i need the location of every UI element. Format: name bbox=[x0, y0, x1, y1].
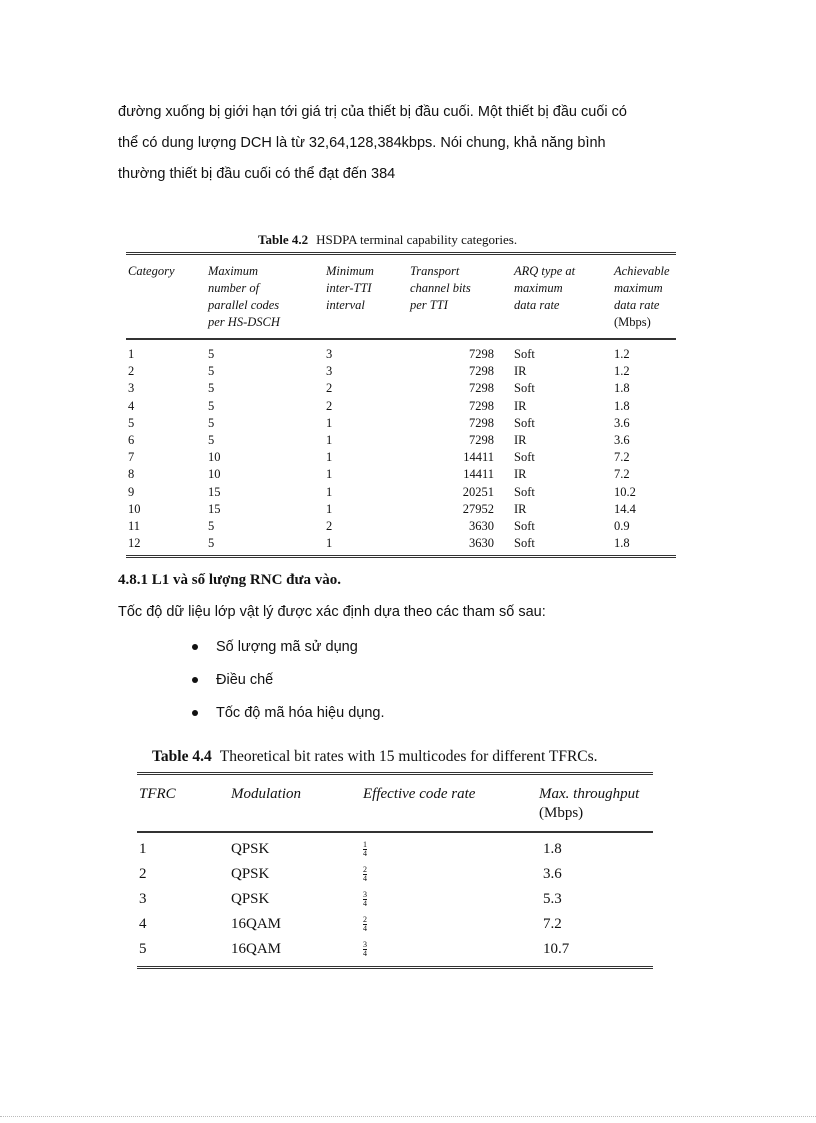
fraction-denominator: 4 bbox=[363, 924, 367, 934]
table-4-2-label: Table 4.2 bbox=[258, 232, 309, 247]
table-cell: 1.8 bbox=[614, 398, 630, 413]
table-cell: 5 bbox=[208, 415, 215, 430]
column-header-line: Maximum bbox=[208, 264, 258, 278]
column-header-line: ARQ type at bbox=[514, 264, 576, 278]
table-cell: Soft bbox=[514, 415, 535, 430]
throughput-cell: 5.3 bbox=[543, 891, 562, 907]
paragraph-line: thường thiết bị đầu cuối có thể đạt đến 384 bbox=[118, 166, 396, 182]
table-cell: 5 bbox=[208, 347, 215, 361]
column-header-line: Max. throughput bbox=[539, 786, 640, 802]
table-cell: 7 bbox=[128, 450, 135, 465]
table-cell: 7298 bbox=[469, 347, 494, 361]
fraction-numerator: 3 bbox=[363, 890, 367, 900]
table-cell: 7298 bbox=[469, 415, 494, 430]
modulation-cell: QPSK bbox=[231, 891, 270, 907]
table-cell: 10 bbox=[128, 501, 141, 516]
table-row bbox=[137, 862, 653, 887]
column-header-line: TFRC bbox=[139, 786, 176, 802]
tfrc-cell: 4 bbox=[139, 916, 147, 932]
table-row bbox=[137, 832, 653, 862]
list-item: Tốc độ mã hóa hiệu dụng. bbox=[190, 700, 384, 733]
modulation-cell: QPSK bbox=[231, 841, 270, 857]
code-rate-fraction bbox=[363, 841, 367, 858]
section-intro: Tốc độ dữ liệu lớp vật lý được xác định dựa theo các tham số sau: bbox=[118, 604, 546, 620]
body-paragraph bbox=[118, 97, 696, 190]
table-row bbox=[126, 501, 676, 518]
table-cell: 2 bbox=[326, 398, 333, 413]
tfrc-cell: 2 bbox=[139, 866, 147, 882]
table-cell: 5 bbox=[208, 519, 215, 534]
table-4-4-label: Table 4.4 bbox=[152, 748, 212, 765]
table-cell: IR bbox=[514, 467, 527, 482]
table-cell: 1.8 bbox=[614, 381, 630, 396]
column-header bbox=[537, 774, 653, 833]
table-cell: 14411 bbox=[463, 450, 494, 465]
table-cell: 2 bbox=[326, 519, 333, 534]
table-cell: 7.2 bbox=[614, 467, 630, 482]
column-header bbox=[512, 254, 612, 340]
table-cell: 0.9 bbox=[614, 519, 630, 534]
table-row bbox=[126, 449, 676, 466]
table-cell: 3.6 bbox=[614, 415, 630, 430]
table-cell: 8 bbox=[128, 467, 135, 482]
table-cell: 15 bbox=[208, 484, 221, 499]
table-row bbox=[126, 484, 676, 501]
table-cell: 7298 bbox=[469, 364, 494, 379]
table-cell: 10.2 bbox=[614, 484, 636, 499]
column-header-line: data rate bbox=[514, 298, 560, 312]
column-header bbox=[408, 254, 512, 340]
column-header bbox=[206, 254, 324, 340]
table-body bbox=[126, 339, 676, 557]
column-header-line: per HS-DSCH bbox=[208, 315, 280, 329]
table-cell: Soft bbox=[514, 381, 535, 396]
table-body bbox=[137, 832, 653, 968]
code-rate-cell bbox=[361, 862, 537, 887]
table-cell: Soft bbox=[514, 484, 535, 499]
table-cell: 1 bbox=[326, 450, 333, 465]
table-cell: Soft bbox=[514, 536, 535, 551]
section-heading: 4.8.1 L1 và số lượng RNC đưa vào. bbox=[118, 572, 342, 588]
table-cell: 2 bbox=[128, 364, 135, 379]
table-cell: 12 bbox=[128, 536, 141, 551]
table-cell: 7298 bbox=[469, 381, 494, 396]
table-cell: 3 bbox=[128, 381, 135, 396]
code-rate-fraction bbox=[363, 916, 367, 933]
table-row bbox=[126, 466, 676, 483]
table-cell: 5 bbox=[208, 398, 215, 413]
modulation-cell: 16QAM bbox=[231, 941, 282, 957]
parameter-list bbox=[190, 634, 384, 733]
code-rate-cell bbox=[361, 832, 537, 862]
fraction-denominator: 4 bbox=[363, 874, 367, 884]
table-row bbox=[126, 518, 676, 535]
table-row bbox=[126, 398, 676, 415]
table-cell: 3 bbox=[326, 364, 333, 379]
table-cell: 1 bbox=[128, 347, 135, 361]
table-cell: 14.4 bbox=[614, 501, 636, 516]
code-rate-cell bbox=[361, 937, 537, 968]
table-4-4-caption bbox=[152, 748, 598, 766]
column-header-line: inter-TTI bbox=[326, 281, 372, 295]
table-row bbox=[137, 912, 653, 937]
column-header-line: Achievable bbox=[614, 264, 670, 278]
table-cell: 3.6 bbox=[614, 433, 630, 448]
table-4-4-title: Theoretical bit rates with 15 multicodes for different TFRCs. bbox=[219, 748, 598, 765]
table-cell: 3630 bbox=[469, 519, 494, 534]
list-item: Số lượng mã sử dụng bbox=[190, 634, 384, 667]
column-header-line: data rate bbox=[614, 298, 660, 312]
table-cell: IR bbox=[514, 433, 527, 448]
throughput-cell: 1.8 bbox=[543, 841, 562, 857]
fraction-denominator: 4 bbox=[363, 899, 367, 909]
table-cell: 7298 bbox=[469, 433, 494, 448]
table-row bbox=[126, 432, 676, 449]
table-cell: 1.2 bbox=[614, 347, 630, 361]
column-header bbox=[229, 774, 361, 833]
table-4-2 bbox=[126, 252, 676, 558]
table-cell: 1.2 bbox=[614, 364, 630, 379]
table-cell: 2 bbox=[326, 381, 333, 396]
column-header-line: channel bits bbox=[410, 281, 471, 295]
code-rate-cell bbox=[361, 887, 537, 912]
throughput-cell: 10.7 bbox=[543, 941, 570, 957]
table-cell: 7298 bbox=[469, 398, 494, 413]
column-header-line: number of bbox=[208, 281, 260, 295]
code-rate-fraction bbox=[363, 891, 367, 908]
paragraph-line: thể có dung lượng DCH là từ 32,64,128,384kbps. Nói chung, khả năng bình bbox=[118, 135, 606, 151]
table-cell: 27952 bbox=[462, 501, 494, 516]
fraction-denominator: 4 bbox=[363, 949, 367, 959]
column-header-line: maximum bbox=[614, 281, 663, 295]
tfrc-cell: 3 bbox=[139, 891, 147, 907]
code-rate-fraction bbox=[363, 866, 367, 883]
table-cell: 14411 bbox=[463, 467, 494, 482]
table-row bbox=[126, 363, 676, 380]
fraction-numerator: 1 bbox=[363, 840, 367, 850]
table-cell: IR bbox=[514, 364, 527, 379]
column-header-line: parallel codes bbox=[208, 298, 280, 312]
table-cell: 10 bbox=[208, 467, 221, 482]
column-header-line: Effective code rate bbox=[363, 786, 476, 802]
column-header-line: Category bbox=[128, 264, 175, 278]
column-header-line: (Mbps) bbox=[539, 805, 584, 821]
column-header-line: Minimum bbox=[326, 264, 374, 278]
fraction-numerator: 3 bbox=[363, 940, 367, 950]
throughput-cell: 7.2 bbox=[543, 916, 562, 932]
table-cell: 1 bbox=[326, 501, 333, 516]
list-item: Điều chế bbox=[190, 667, 384, 700]
table-cell: 15 bbox=[208, 501, 221, 516]
table-cell: 11 bbox=[128, 519, 141, 534]
paragraph-line: đường xuống bị giới hạn tới giá trị của thiết bị đầu cuối. Một thiết bị đầu cuối có bbox=[118, 104, 627, 120]
table-cell: 5 bbox=[128, 415, 135, 430]
page-bottom-divider bbox=[0, 1116, 816, 1117]
table-cell: 1 bbox=[326, 415, 333, 430]
table-cell: 3 bbox=[326, 347, 333, 361]
table-cell: 5 bbox=[208, 381, 215, 396]
table-row bbox=[126, 535, 676, 557]
table-cell: IR bbox=[514, 501, 527, 516]
column-header-line: (Mbps) bbox=[614, 315, 651, 329]
fraction-denominator: 4 bbox=[363, 849, 367, 859]
table-cell: 5 bbox=[208, 364, 215, 379]
table-4-2-title: HSDPA terminal capability categories. bbox=[316, 232, 518, 247]
throughput-cell: 3.6 bbox=[543, 866, 562, 882]
table-4-4 bbox=[137, 772, 653, 969]
modulation-cell: 16QAM bbox=[231, 916, 282, 932]
table-4-2-caption bbox=[258, 232, 517, 248]
table-row bbox=[126, 380, 676, 397]
table-cell: Soft bbox=[514, 347, 535, 361]
column-header bbox=[137, 774, 229, 833]
table-cell: 10 bbox=[208, 450, 221, 465]
table-cell: 20251 bbox=[462, 484, 494, 499]
column-header bbox=[126, 254, 206, 340]
table-cell: 1 bbox=[326, 536, 333, 551]
table-cell: Soft bbox=[514, 450, 535, 465]
column-header bbox=[324, 254, 408, 340]
column-header-line: maximum bbox=[514, 281, 563, 295]
table-cell: 1 bbox=[326, 467, 333, 482]
column-header-line: per TTI bbox=[410, 298, 448, 312]
table-row bbox=[137, 887, 653, 912]
table-cell: 1 bbox=[326, 484, 333, 499]
tfrc-cell: 1 bbox=[139, 841, 147, 857]
modulation-cell: QPSK bbox=[231, 866, 270, 882]
fraction-numerator: 2 bbox=[363, 915, 367, 925]
table-cell: 6 bbox=[128, 433, 135, 448]
table-cell: Soft bbox=[514, 519, 535, 534]
tfrc-cell: 5 bbox=[139, 941, 147, 957]
column-header bbox=[612, 254, 676, 340]
table-cell: 1 bbox=[326, 433, 333, 448]
table-row bbox=[126, 415, 676, 432]
code-rate-fraction bbox=[363, 941, 367, 958]
table-cell: 1.8 bbox=[614, 536, 630, 551]
table-cell: 3630 bbox=[469, 536, 494, 551]
column-header-line: Modulation bbox=[231, 786, 301, 802]
column-header-line: Transport bbox=[410, 264, 460, 278]
table-header-row bbox=[126, 254, 676, 340]
table-cell: 5 bbox=[208, 536, 215, 551]
table-row bbox=[126, 339, 676, 363]
table-cell: 9 bbox=[128, 484, 135, 499]
fraction-numerator: 2 bbox=[363, 865, 367, 875]
table-row bbox=[137, 937, 653, 968]
table-cell: IR bbox=[514, 398, 527, 413]
table-cell: 5 bbox=[208, 433, 215, 448]
table-header-row bbox=[137, 774, 653, 833]
table-cell: 4 bbox=[128, 398, 135, 413]
code-rate-cell bbox=[361, 912, 537, 937]
table-cell: 7.2 bbox=[614, 450, 630, 465]
column-header-line: interval bbox=[326, 298, 365, 312]
column-header bbox=[361, 774, 537, 833]
